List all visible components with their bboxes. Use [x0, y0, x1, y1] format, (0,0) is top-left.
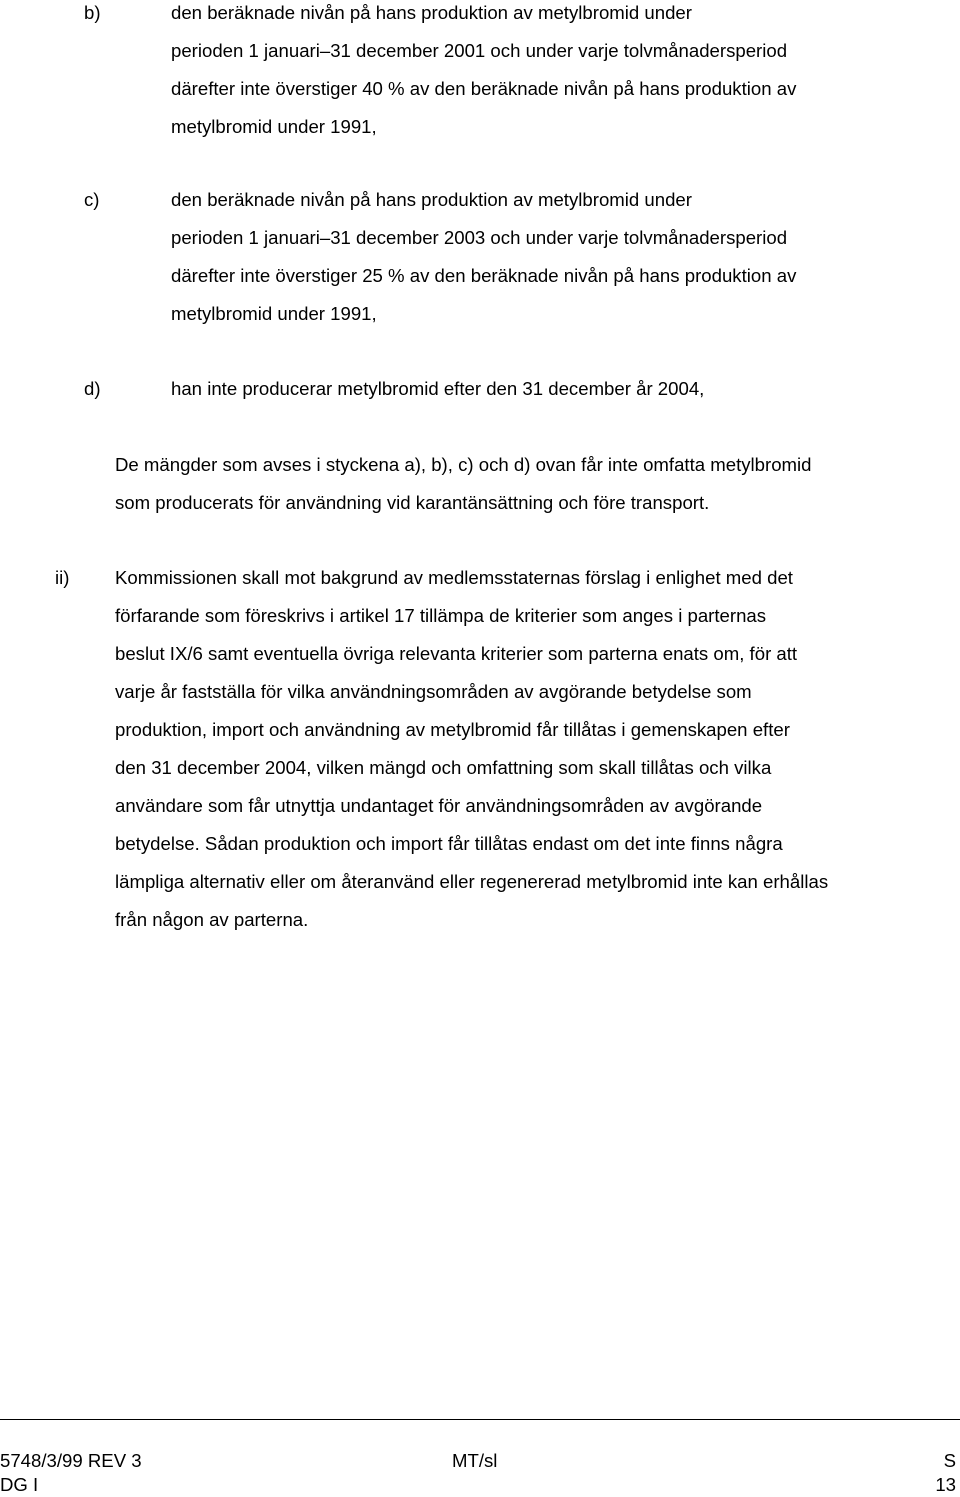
text-line: den 31 december 2004, vilken mängd och omfattning som skall tillåtas och vilka	[115, 757, 772, 778]
text-line: som producerats för användning vid karantänsättning och före transport.	[115, 492, 710, 513]
text-line: produktion, import och användning av metylbromid får tillåtas i gemenskapen efter	[115, 719, 790, 740]
item-text	[171, 181, 960, 333]
text-line: den beräknade nivån på hans produktion av metylbromid under	[171, 2, 692, 23]
text-line: därefter inte överstiger 25 % av den beräknade nivån på hans produktion av	[171, 265, 797, 286]
item-text	[115, 559, 960, 939]
text-line: den beräknade nivån på hans produktion av metylbromid under	[171, 189, 692, 210]
footer-dg: DG I	[0, 1474, 39, 1495]
text-line: därefter inte överstiger 40 % av den beräknade nivån på hans produktion av	[171, 78, 797, 99]
footer-page-number: 13	[935, 1474, 956, 1495]
note-paragraph	[115, 446, 960, 522]
footer-initials: MT/sl	[452, 1450, 498, 1471]
text-line: varje år fastställa för vilka användningsområden av avgörande betydelse som	[115, 681, 752, 702]
text-line: lämpliga alternativ eller om återanvänd eller regenererad metylbromid inte kan erhållas	[115, 871, 829, 892]
text-line: användare som får utnyttja undantaget för användningsområden av avgörande	[115, 795, 763, 816]
footer-divider	[0, 1419, 960, 1420]
text-line: De mängder som avses i styckena a), b), c) och d) ovan får inte omfatta metylbromid	[115, 454, 812, 475]
item-label: b)	[84, 2, 101, 23]
text-line: perioden 1 januari–31 december 2001 och under varje tolvmånadersperiod	[171, 40, 788, 61]
text-line: perioden 1 januari–31 december 2003 och under varje tolvmånadersperiod	[171, 227, 788, 248]
footer-doc-ref: 5748/3/99 REV 3	[0, 1450, 142, 1471]
item-label: ii)	[55, 567, 70, 588]
item-label: d)	[84, 378, 101, 399]
item-text	[171, 370, 960, 408]
text-line: metylbromid under 1991,	[171, 116, 377, 137]
text-line: beslut IX/6 samt eventuella övriga relevanta kriterier som parterna enats om, för att	[115, 643, 798, 664]
item-label: c)	[84, 189, 100, 210]
footer-language: S	[943, 1450, 956, 1471]
text-line: från någon av parterna.	[115, 909, 309, 930]
text-line: Kommissionen skall mot bakgrund av medlemsstaternas förslag i enlighet med det	[115, 567, 793, 588]
text-line: förfarande som föreskrivs i artikel 17 tillämpa de kriterier som anges i parternas	[115, 605, 767, 626]
item-text	[171, 0, 960, 146]
text-line: betydelse. Sådan produktion och import får tillåtas endast om det inte finns några	[115, 833, 783, 854]
text-line: metylbromid under 1991,	[171, 303, 377, 324]
text-line: han inte producerar metylbromid efter den 31 december år 2004,	[171, 378, 705, 399]
